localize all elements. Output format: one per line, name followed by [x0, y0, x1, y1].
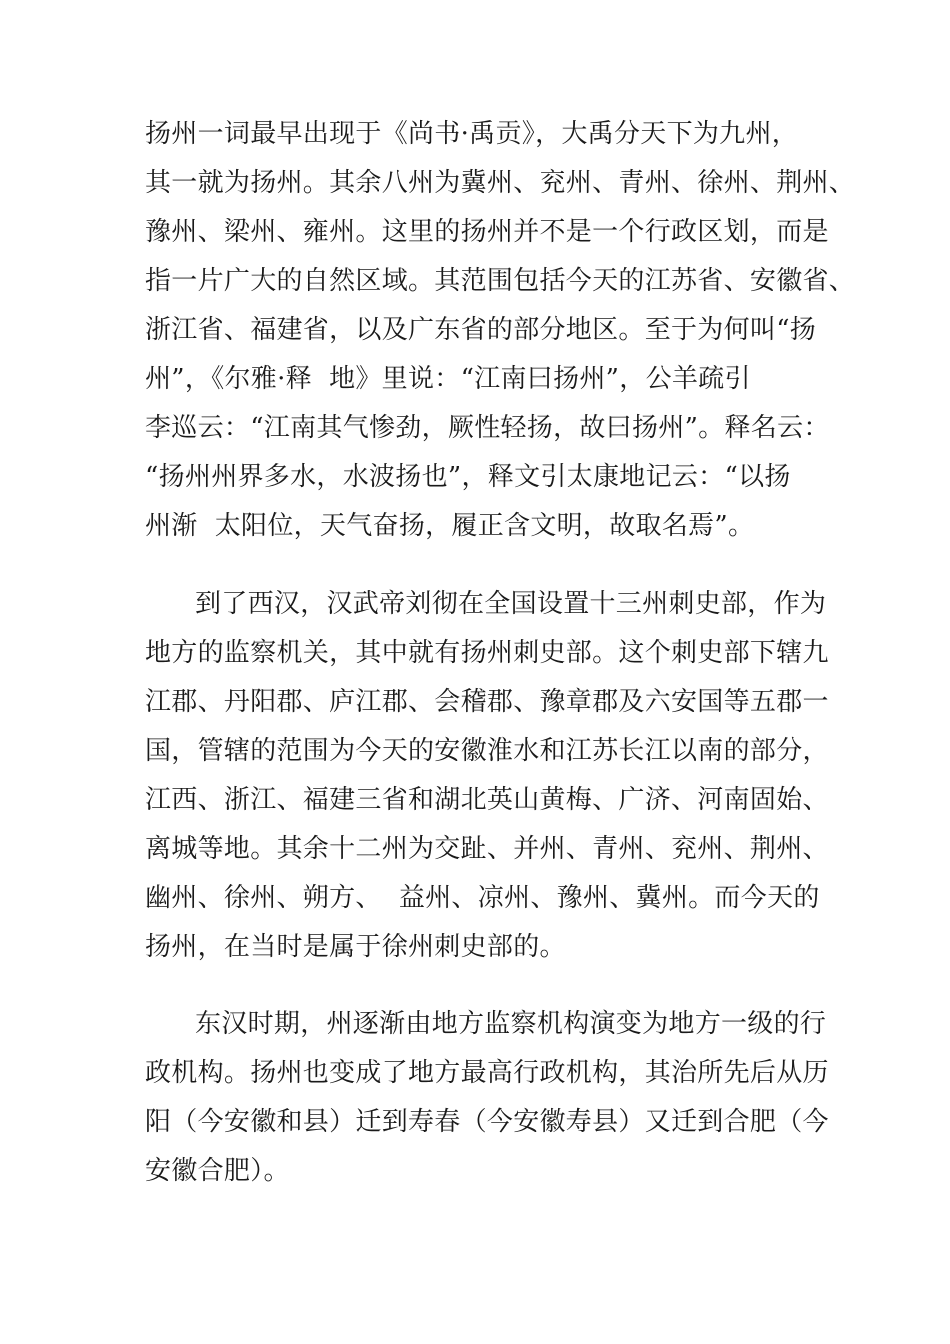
text-line: 离城等地。其余十二州为交趾、并州、青州、兖州、荆州、: [145, 834, 829, 864]
text-line: 浙江省、福建省，以及广东省的部分地区。至于为何叫“扬: [145, 315, 817, 345]
text-line: 指一片广大的自然区域。其范围包括今天的江苏省、安徽省、: [145, 266, 856, 296]
text-line: 政机构。扬州也变成了地方最高行政机构，其治所先后从历: [145, 1058, 829, 1088]
text-line: 州”，《尔雅·释 地》里说：“江南曰扬州”，公羊疏引: [145, 364, 751, 394]
text-line: 扬州一词最早出现于《尚书·禹贡》，大禹分天下为九州，: [145, 119, 799, 149]
text-line: 安徽合肥）。: [145, 1156, 290, 1186]
text-line: 阳（今安徽和县）迁到寿春（今安徽寿县）又迁到合肥（今: [145, 1107, 829, 1137]
text-line: 州渐 太阳位，天气奋扬，履正含文明，故取名焉”。: [145, 511, 755, 541]
text-line: “扬州州界多水，水波扬也”，释文引太康地记云：“以扬: [145, 462, 791, 492]
text-line: 扬州，在当时是属于徐州刺史部的。: [145, 932, 566, 962]
text-line: 江郡、丹阳郡、庐江郡、会稽郡、豫章郡及六安国等五郡一: [145, 687, 829, 717]
text-line: 东汉时期，州逐渐由地方监察机构演变为地方一级的行: [195, 1009, 827, 1039]
paragraph-3: [145, 1000, 829, 1196]
text-line: 国，管辖的范围为今天的安徽淮水和江苏长江以南的部分，: [145, 736, 829, 766]
text-line: 江西、浙江、福建三省和湖北英山黄梅、广济、河南固始、: [145, 785, 829, 815]
text-line: 幽州、徐州、朔方、 益州、凉州、豫州、冀州。而今天的: [145, 883, 820, 913]
paragraph-2: [145, 580, 829, 972]
text-line: 到了西汉，汉武帝刘彻在全国设置十三州刺史部，作为: [195, 589, 827, 619]
paragraph-1: [145, 110, 855, 551]
text-line: 地方的监察机关，其中就有扬州刺史部。这个刺史部下辖九: [145, 638, 829, 668]
text-line: 豫州、梁州、雍州。这里的扬州并不是一个行政区划，而是: [145, 217, 829, 247]
text-line: 李巡云：“江南其气惨劲，厥性轻扬，故曰扬州”。释名云：: [145, 413, 830, 443]
text-line: 其一就为扬州。其余八州为冀州、兖州、青州、徐州、荆州、: [145, 168, 856, 198]
